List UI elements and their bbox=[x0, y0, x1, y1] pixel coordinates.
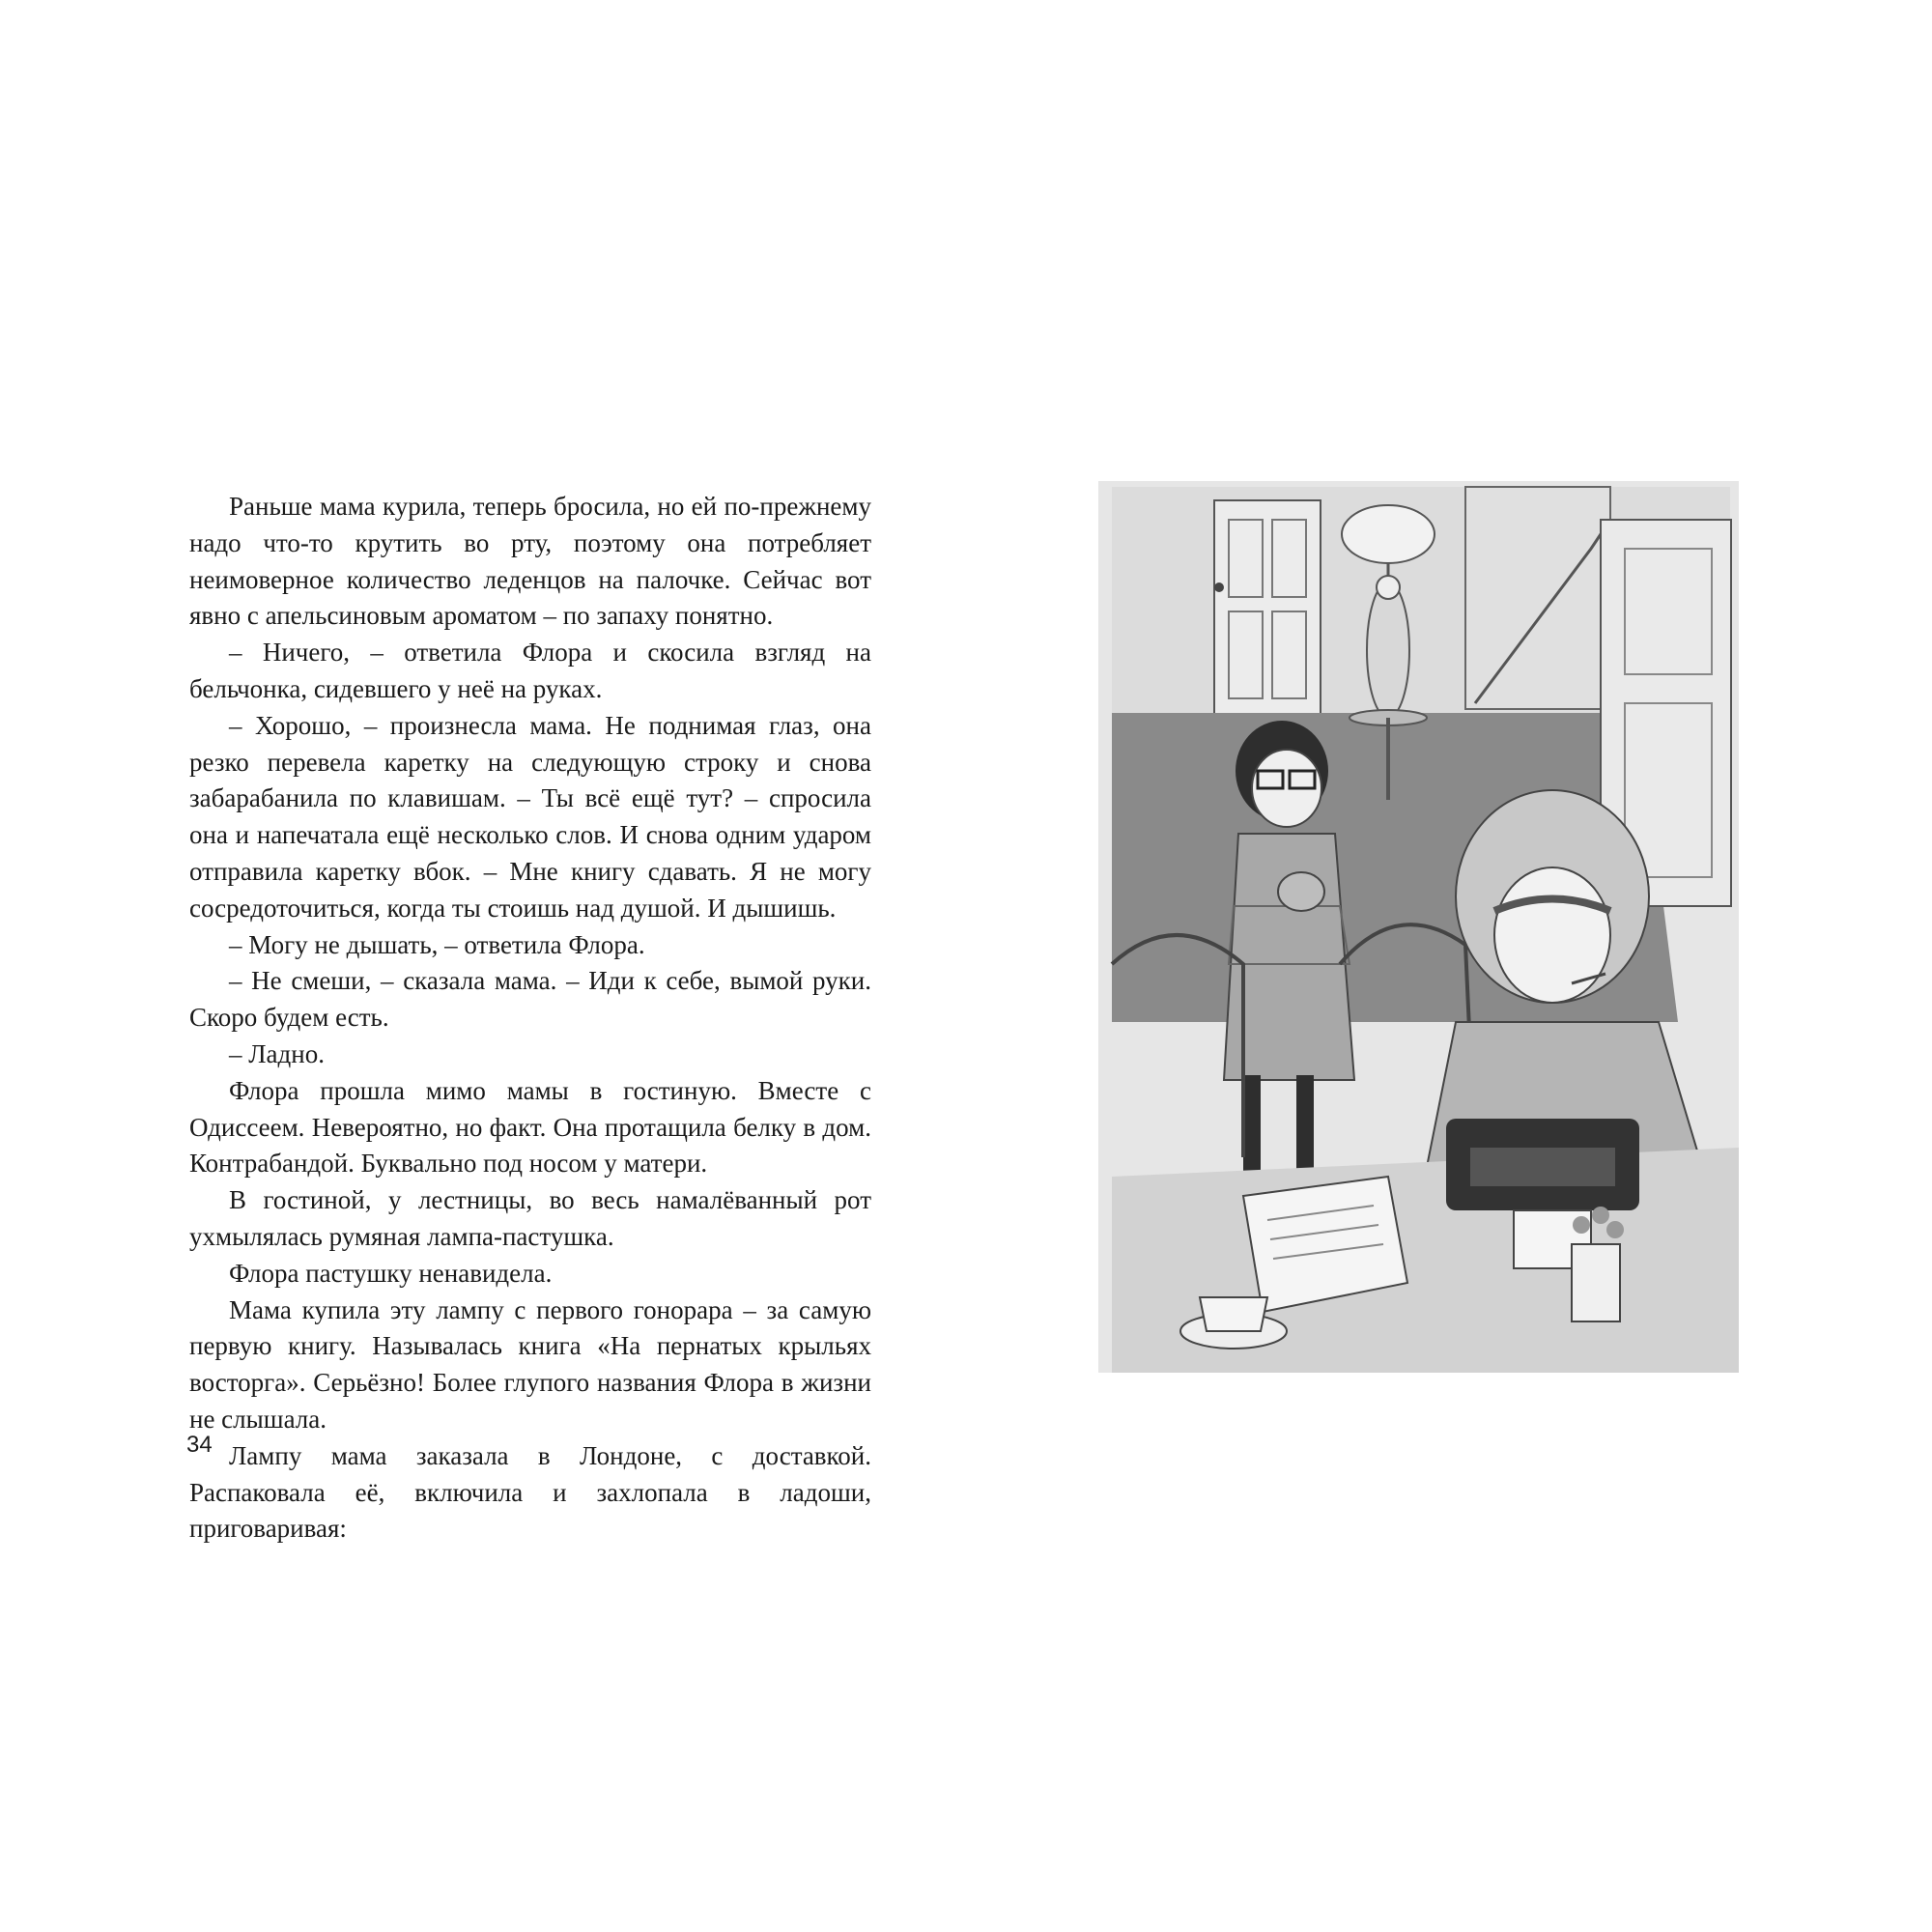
paragraph: – Могу не дышать, – ответила Флора. bbox=[229, 929, 645, 959]
lollipop bbox=[1606, 1221, 1624, 1238]
lollipop bbox=[1573, 1216, 1590, 1234]
shepherdess-figure bbox=[1367, 582, 1409, 718]
illustration-drawing bbox=[1098, 481, 1739, 1373]
typewriter-keys bbox=[1470, 1148, 1615, 1186]
paragraph: Флора пастушку ненавидела. bbox=[229, 1258, 553, 1288]
staircase bbox=[1465, 487, 1610, 709]
paragraph: Лампу мама заказала в Лондоне, с доставкой. Распаковала её, включила и захлопала в ладоши, приговаривая: bbox=[189, 1440, 871, 1544]
lollipop-cup bbox=[1572, 1244, 1620, 1321]
page-number: 34 bbox=[186, 1432, 213, 1458]
paragraph: – Ничего, – ответила Флора и скосила взгляд на бельчонка, сидевшего у неё на руках. bbox=[189, 638, 871, 703]
girl-leg bbox=[1243, 1075, 1261, 1181]
body-text bbox=[189, 489, 871, 1548]
teacup bbox=[1200, 1297, 1267, 1331]
shepherdess-head bbox=[1377, 576, 1400, 599]
door-knob bbox=[1214, 582, 1224, 592]
paragraph: Мама купила эту лампу с первого гонорара – за самую первую книгу. Называлась книга «На пернатых крыльях восторга». Серьёзно! Более глупого названия Флора в жизни не слышала. bbox=[189, 1294, 871, 1434]
paragraph: – Не смеши, – сказала мама. – Иди к себе, вымой руки. Скоро будем есть. bbox=[189, 966, 871, 1033]
paragraph: В гостиной, у лестницы, во весь намалёванный рот ухмылялась румяная лампа-пастушка. bbox=[189, 1185, 871, 1251]
girl-leg bbox=[1296, 1075, 1314, 1181]
illustration bbox=[1098, 481, 1739, 1373]
mother-face bbox=[1494, 867, 1610, 1003]
lollipop bbox=[1592, 1207, 1609, 1224]
squirrel bbox=[1278, 872, 1324, 911]
lamp-shade bbox=[1342, 505, 1435, 563]
paragraph: – Ладно. bbox=[229, 1038, 325, 1068]
paragraph: Флора прошла мимо мамы в гостиную. Вместе с Одиссеем. Невероятно, но факт. Она протащила белку в дом. Контрабандой. Буквально под носом у матери. bbox=[189, 1075, 871, 1179]
back-door bbox=[1214, 500, 1321, 718]
paragraph: – Хорошо, – произнесла мама. Не поднимая глаз, она резко перевела каретку на следующую строку и снова забарабанила по клавишам. – Ты всё ещё тут? – спросила она и напечатала ещё несколько слов. И снова одним ударом отправила каретку вбок. – Мне книгу сдавать. Я не могу сосредоточиться, когда ты стоишь над душой. И дышишь. bbox=[189, 710, 871, 923]
paragraph: Раньше мама курила, теперь бросила, но ей по-прежнему надо что-то крутить во рту, поэтому она потребляет неимоверное количество леденцов на палочке. Сейчас вот явно с апельсиновым ароматом – по запаху понятно. bbox=[189, 492, 871, 631]
